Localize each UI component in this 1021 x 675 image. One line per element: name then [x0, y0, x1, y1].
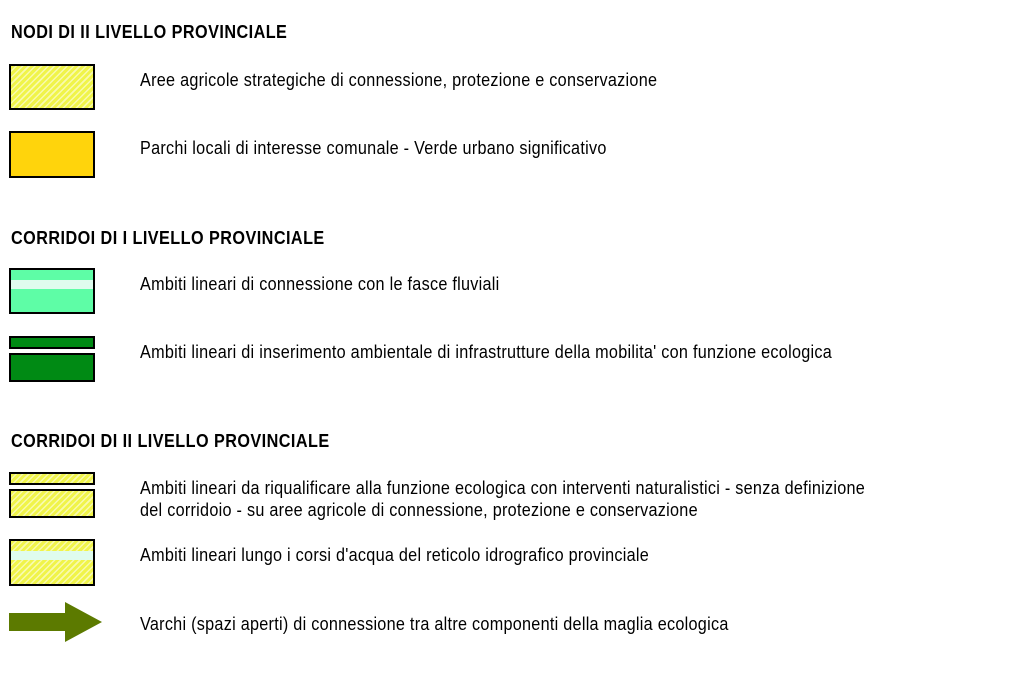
legend-label-infrastrutture-mobilita: Ambiti lineari di inserimento ambientale di infrastrutture della mobilita' con funzione ecologica: [140, 342, 833, 362]
varchi-arrow-icon: [9, 601, 105, 643]
section-heading-corridoi-i: CORRIDOI DI I LIVELLO PROVINCIALE: [11, 228, 325, 248]
swatch-riqualificare-top: [9, 472, 95, 485]
legend-label-parchi-locali: Parchi locali di interesse comunale - Verde urbano significativo: [140, 138, 607, 158]
varchi-arrow-shape: [9, 602, 102, 642]
swatch-parchi-locali: [9, 131, 95, 178]
legend-label-riqualificare-line1: Ambiti lineari da riqualificare alla funzione ecologica con interventi naturalistici - senza definizione: [140, 478, 866, 498]
swatch-infrastrutture-mobilita-top: [9, 336, 95, 349]
swatch-corsi-acqua: [9, 539, 95, 586]
legend-label-varchi: Varchi (spazi aperti) di connessione tra altre componenti della maglia ecologica: [140, 614, 729, 634]
swatch-aree-agricole-strategiche: [9, 64, 95, 110]
swatch-infrastrutture-mobilita-bottom: [9, 353, 95, 382]
section-heading-corridoi-ii: CORRIDOI DI II LIVELLO PROVINCIALE: [11, 431, 330, 451]
section-heading-nodi-ii: NODI DI II LIVELLO PROVINCIALE: [11, 22, 288, 42]
swatch-fluvial-band: [11, 280, 93, 289]
swatch-riqualificare-bottom: [9, 489, 95, 518]
legend-label-riqualificare-line2: del corridoio - su aree agricole di connessione, protezione e conservazione: [140, 500, 698, 520]
legend-label-aree-agricole: Aree agricole strategiche di connessione, protezione e conservazione: [140, 70, 658, 90]
swatch-corsi-acqua-band: [11, 551, 93, 560]
legend-label-corsi-acqua: Ambiti lineari lungo i corsi d'acqua del reticolo idrografico provinciale: [140, 545, 650, 565]
swatch-connessione-fasce-fluviali: [9, 268, 95, 314]
legend-label-fasce-fluviali: Ambiti lineari di connessione con le fasce fluviali: [140, 274, 500, 294]
